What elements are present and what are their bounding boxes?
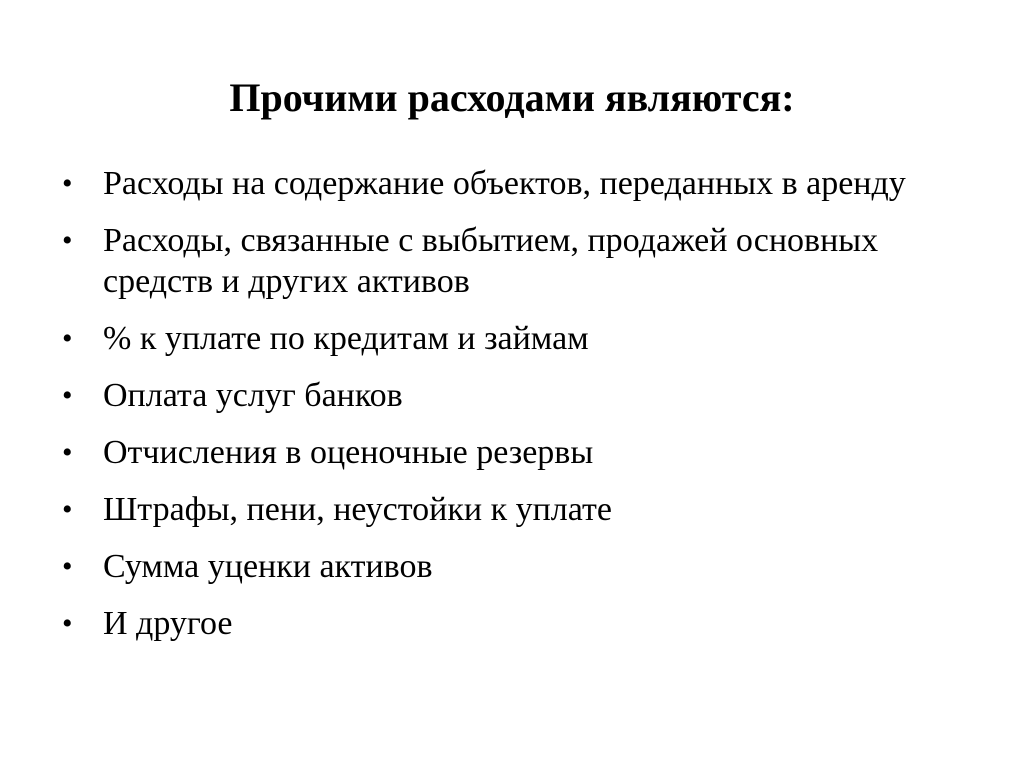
bullet-dot-icon: •: [62, 550, 73, 583]
bullet-dot-icon: •: [62, 322, 73, 355]
list-item-text: И другое: [103, 605, 233, 642]
list-item-text: Расходы, связанные с выбытием, продажей основных средств и других активов: [103, 222, 879, 300]
list-item-text: Сумма уценки активов: [103, 548, 433, 585]
list-item: [62, 489, 962, 530]
list-item: [62, 432, 962, 473]
bullet-dot-icon: •: [62, 436, 73, 469]
bullet-dot-icon: •: [62, 379, 73, 412]
list-item: [62, 603, 962, 644]
list-item: [62, 318, 962, 359]
bullet-dot-icon: •: [62, 607, 73, 640]
list-item-text: Оплата услуг банков: [103, 377, 403, 414]
list-item: [62, 546, 962, 587]
bullet-dot-icon: •: [62, 167, 73, 200]
list-item: [62, 375, 962, 416]
list-item-text: Отчисления в оценочные резервы: [103, 434, 594, 471]
list-item-text: % к уплате по кредитам и займам: [103, 320, 589, 357]
list-item: [62, 163, 962, 204]
list-item-text: Расходы на содержание объектов, переданных в аренду: [103, 165, 906, 202]
slide-title: Прочими расходами являются:: [229, 75, 795, 120]
list-item-text: Штрафы, пени, неустойки к уплате: [103, 491, 612, 528]
bullet-list: [62, 163, 962, 660]
list-item: [62, 220, 962, 302]
bullet-dot-icon: •: [62, 493, 73, 526]
bullet-dot-icon: •: [62, 224, 73, 257]
